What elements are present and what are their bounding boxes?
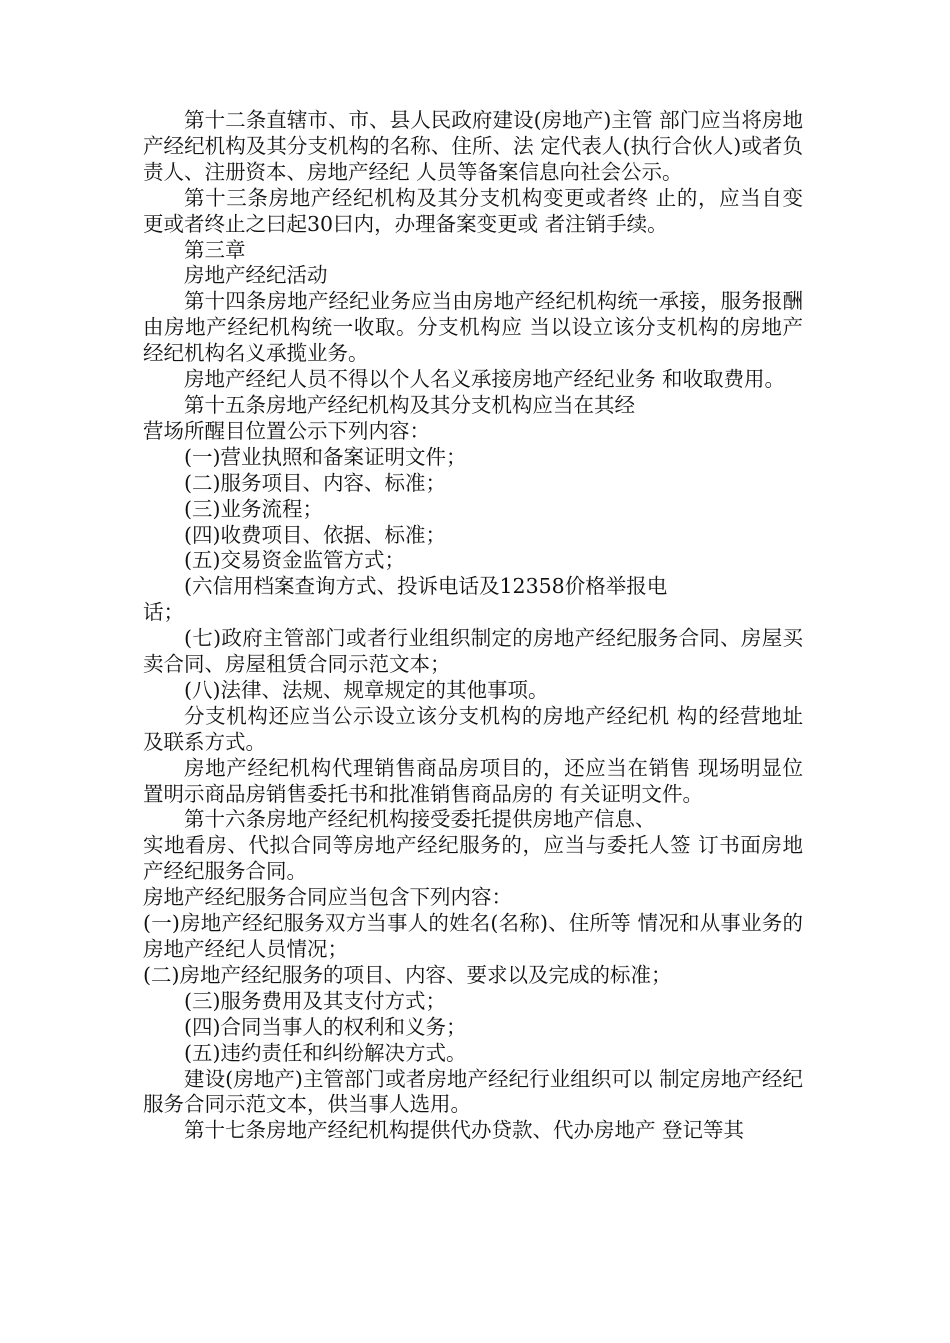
- list-item: (八)法律、法规、规章规定的其他事项。: [184, 677, 549, 702]
- list-item: (一)房地产经纪服务双方当事人的姓名(名称)、住所等 情况和从事业务的房地产经纪人员情况；: [143, 911, 803, 961]
- list-item: (七)政府主管部门或者行业组织制定的房地产经纪服务合同、房屋买卖合同、房屋租赁合同示范文本；: [143, 626, 803, 677]
- list-item: (三)服务费用及其支付方式；: [184, 988, 446, 1013]
- paragraph: 房地产经纪人员不得以个人名义承接房地产经纪业务 和收取费用。: [184, 367, 786, 392]
- list-item: (四)合同当事人的权利和义务；: [184, 1014, 467, 1039]
- list-item: (四)收费项目、依据、标准；: [184, 522, 446, 547]
- chapter-title: 房地产经纪活动: [184, 263, 328, 288]
- chapter-heading: 第三章: [184, 237, 246, 262]
- list-item: (二)服务项目、内容、标准；: [184, 470, 446, 495]
- list-item: (三)业务流程；: [184, 496, 323, 521]
- paragraph-article-15: 第十五条房地产经纪机构及其分支机构应当在其经: [184, 392, 635, 417]
- paragraph-continuation: 话；: [143, 600, 184, 625]
- paragraph: 房地产经纪机构代理销售商品房项目的，还应当在销售 现场明显位置明示商品房销售委托书和批准销售商品房的 有关证明文件。: [143, 755, 803, 806]
- list-item: (一)营业执照和备案证明文件；: [184, 444, 467, 469]
- list-item: (六信用档案查询方式、投诉电话及12358价格举报电: [184, 574, 668, 599]
- list-item: (二)房地产经纪服务的项目、内容、要求以及完成的标准；: [143, 962, 672, 987]
- paragraph-article-14: 第十四条房地产经纪业务应当由房地产经纪机构统一承接，服务报酬由房地产经纪机构统一收取。分支机构应 当以设立该分支机构的房地产经纪机构名义承揽业务。: [143, 289, 803, 366]
- paragraph-article-17: 第十七条房地产经纪机构提供代办贷款、代办房地产 登记等其: [184, 1118, 745, 1143]
- paragraph-article-16: 第十六条房地产经纪机构接受委托提供房地产信息、: [184, 807, 656, 832]
- paragraph: 房地产经纪服务合同应当包含下列内容：: [143, 885, 512, 910]
- paragraph: 建设(房地产)主管部门或者房地产经纪行业组织可以 制定房地产经纪服务合同示范文本，供当事人选用。: [143, 1066, 803, 1117]
- paragraph-continuation: 实地看房、代拟合同等房地产经纪服务的，应当与委托人签 订书面房地产经纪服务合同。: [143, 833, 803, 884]
- paragraph: 分支机构还应当公示设立该分支机构的房地产经纪机 构的经营地址及联系方式。: [143, 703, 803, 754]
- list-item: (五)交易资金监管方式；: [184, 548, 405, 573]
- document-page: [143, 108, 803, 1144]
- list-item: (五)违约责任和纠纷解决方式。: [184, 1040, 467, 1065]
- paragraph-article-12: 第十二条直辖市、市、县人民政府建设(房地产)主管 部门应当将房地产经纪机构及其分支机构的名称、住所、法 定代表人(执行合伙人)或者负责人、注册资本、房地产经纪 人员等备案信息向社会公示。: [143, 108, 803, 184]
- paragraph-article-13: 第十三条房地产经纪机构及其分支机构变更或者终 止的，应当自变更或者终止之曰起30曰内，办理备案变更或 者注销手续。: [143, 185, 803, 236]
- paragraph-continuation: 营场所醒目位置公示下列内容：: [143, 418, 430, 443]
